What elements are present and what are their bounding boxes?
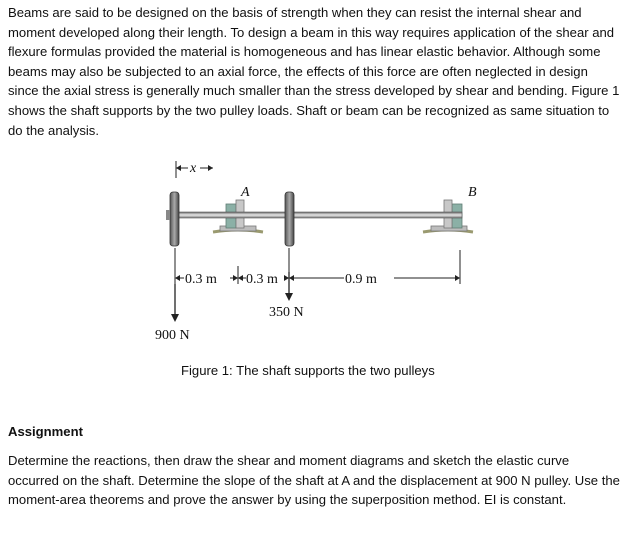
load-900-label: 900 N bbox=[155, 328, 190, 343]
intro-paragraph: Beams are said to be designed on the basis of strength when they can resist the internal shear and moment developed along their length. To design a beam in this way requires application of the shear and flexure formulas provided the material is homogeneous and has linear elastic behavior. Although some beams may also be subjected to an axial force, the effects of this force are often neglected in design since the axial stress is generally much smaller than the stress developed by shear and bending. Figure 1 shows the shaft supports by the two pulley loads. Shaft or beam can be recognized as same situation to do the analysis. bbox=[8, 5, 620, 138]
label-x: x bbox=[190, 161, 197, 176]
load-900-arrow bbox=[155, 284, 190, 343]
figure-caption: Figure 1: The shaft supports the two pulleys bbox=[181, 363, 435, 378]
support-a bbox=[213, 185, 263, 232]
shaft bbox=[170, 212, 462, 218]
assignment-body: Determine the reactions, then draw the shear and moment diagrams and sketch the elastic curve occurred on the shaft. Determine the slope of the shaft at A and the displacement at 900 N pulley. Use the moment-area theorems and prove the answer by using the superposition method. EI is constant. bbox=[8, 453, 620, 508]
shaft-figure bbox=[148, 156, 488, 346]
assignment-heading: Assignment bbox=[8, 424, 83, 439]
left-pulley bbox=[166, 192, 179, 246]
right-pulley bbox=[285, 192, 294, 246]
shaft-diagram bbox=[148, 156, 488, 346]
support-b bbox=[423, 185, 477, 232]
label-a: A bbox=[241, 185, 250, 200]
x-dimension bbox=[176, 161, 213, 178]
load-350-label: 350 N bbox=[269, 305, 304, 320]
dim-2: 0.3 m bbox=[246, 272, 278, 287]
dim-1: 0.3 m bbox=[185, 272, 217, 287]
label-b: B bbox=[468, 185, 477, 200]
length-dimensions bbox=[175, 248, 460, 287]
dim-3: 0.9 m bbox=[345, 272, 377, 287]
